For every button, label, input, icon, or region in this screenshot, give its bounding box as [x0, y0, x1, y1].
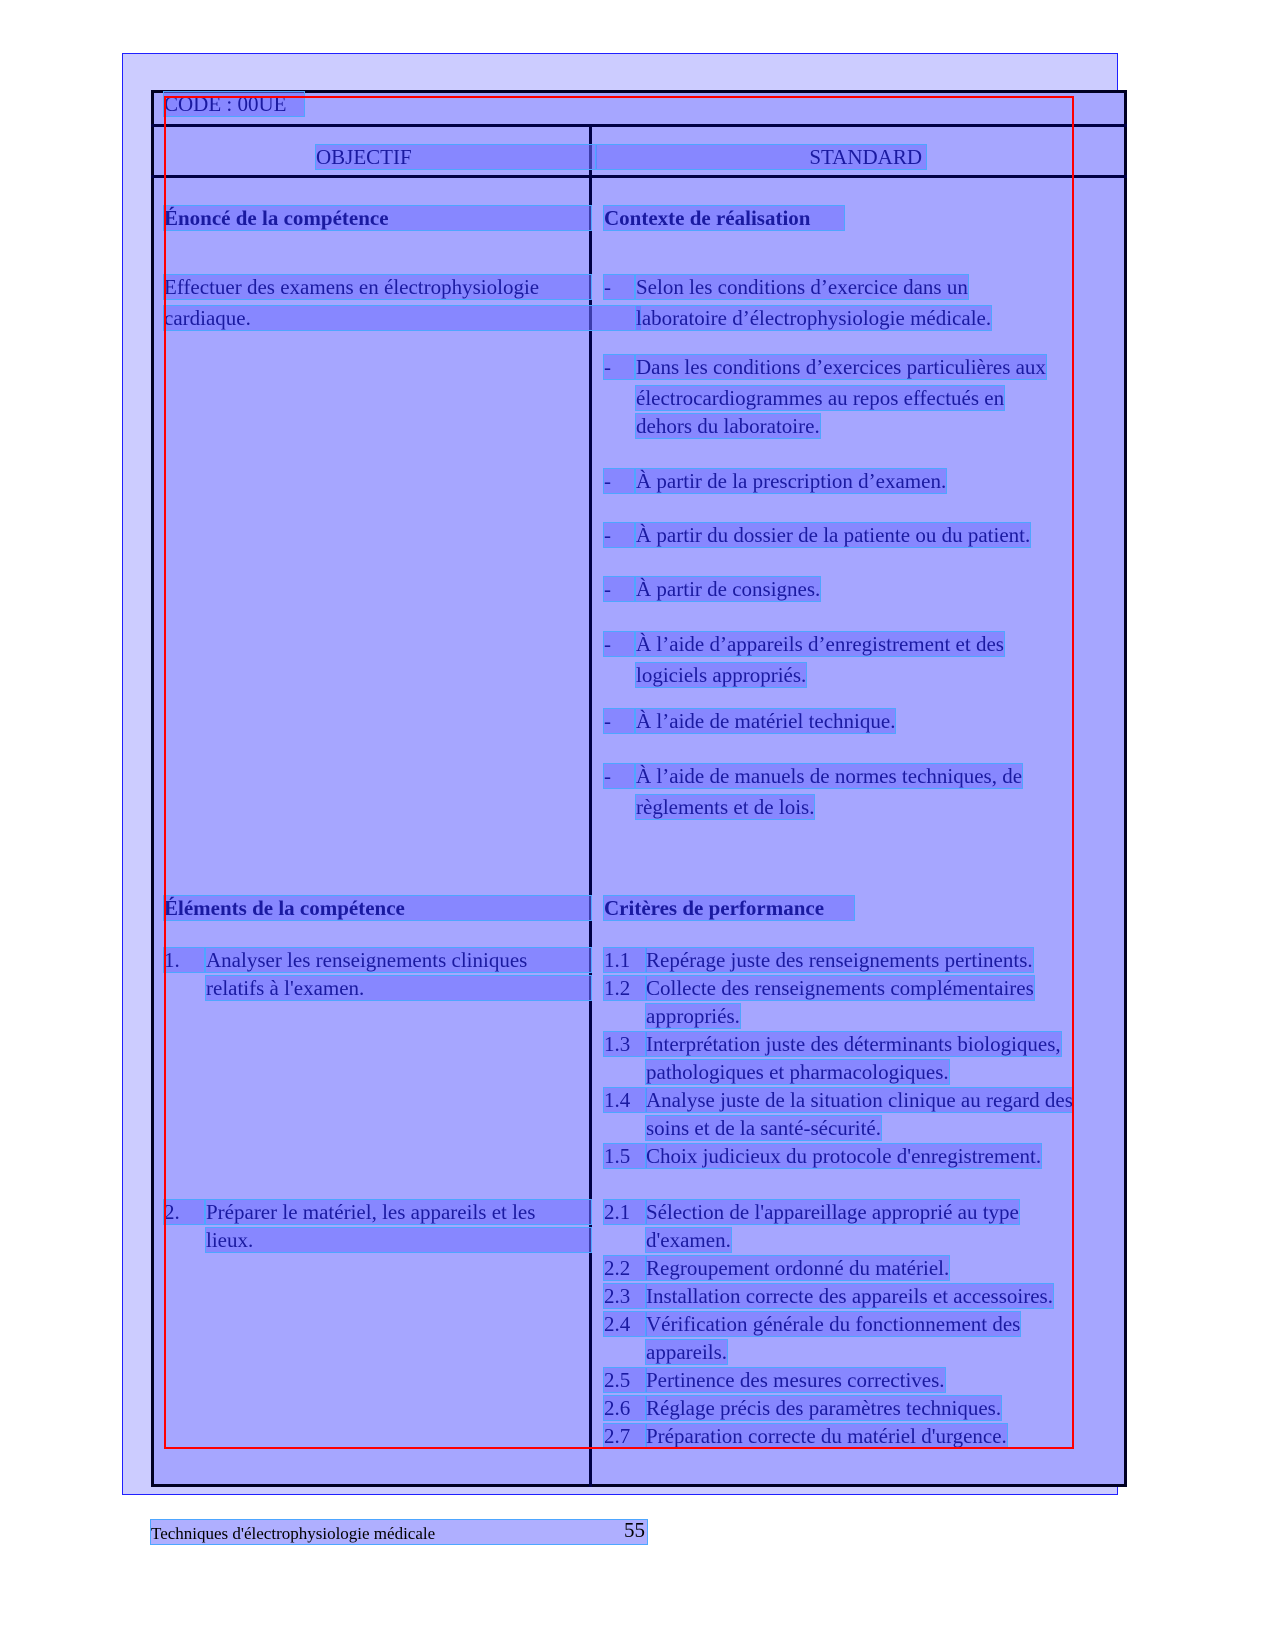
critere-line: d'examen. [646, 1228, 731, 1252]
element-line: Analyser les renseignements cliniques [206, 948, 591, 972]
contexte-item-line: dehors du laboratoire. [636, 414, 820, 438]
header-divider [151, 124, 1127, 127]
critere-line: Installation correcte des appareils et accessoires. [646, 1284, 1053, 1308]
critere-number: 2.5 [604, 1368, 646, 1392]
critere-number: 2.2 [604, 1256, 646, 1280]
enonce-line-2: cardiaque. [164, 306, 640, 330]
enonce-line-1: Effectuer des examens en électrophysiologie [164, 275, 591, 299]
code-label: CODE : 00UE [164, 92, 304, 116]
contexte-bullet: - [604, 709, 634, 733]
critere-number: 2.3 [604, 1284, 646, 1308]
critere-line: Pertinence des mesures correctives. [646, 1368, 945, 1392]
element-number: 1. [164, 948, 204, 972]
critere-line: Sélection de l'appareillage approprié au type [646, 1200, 1019, 1224]
contexte-item-line: Dans les conditions d’exercices particulières aux [636, 355, 1046, 379]
elements-title: Éléments de la compétence [164, 896, 591, 920]
contexte-item-line: Selon les conditions d’exercice dans un [636, 275, 968, 299]
contexte-bullet: - [604, 469, 634, 493]
critere-number: 1.2 [604, 976, 646, 1000]
contexte-bullet: - [604, 355, 634, 379]
standard-header: STANDARD [596, 145, 926, 169]
contexte-bullet: - [604, 632, 634, 656]
contexte-item-line: électrocardiogrammes au repos effectués en [636, 386, 1005, 410]
contexte-item-line: À l’aide d’appareils d’enregistrement et des [636, 632, 1004, 656]
contexte-item-line: laboratoire d’électrophysiologie médicale. [636, 306, 992, 330]
objectif-header: OBJECTIF [316, 145, 596, 169]
critere-line: Collecte des renseignements complémentaires [646, 976, 1034, 1000]
critere-number: 1.1 [604, 948, 646, 972]
footer-text: Techniques d'électrophysiologie médicale [151, 1524, 436, 1543]
critere-number: 2.1 [604, 1200, 646, 1224]
contexte-item-line: À partir du dossier de la patiente ou du patient. [636, 523, 1031, 547]
critere-line: Regroupement ordonné du matériel. [646, 1256, 950, 1280]
critere-number: 1.5 [604, 1144, 646, 1168]
critere-line: Vérification générale du fonctionnement des [646, 1312, 1021, 1336]
contexte-bullet: - [604, 523, 634, 547]
contexte-item-line: À partir de consignes. [636, 577, 821, 601]
critere-line: appropriés. [646, 1004, 740, 1028]
critere-number: 2.4 [604, 1312, 646, 1336]
critere-line: Réglage précis des paramètres techniques. [646, 1396, 1002, 1420]
enonce-title: Énoncé de la compétence [164, 206, 591, 230]
criteres-title: Critères de performance [604, 896, 854, 920]
contexte-item-line: logiciels appropriés. [636, 663, 807, 687]
contexte-bullet: - [604, 577, 634, 601]
contexte-bullet: - [604, 764, 634, 788]
element-line: Préparer le matériel, les appareils et les [206, 1200, 591, 1224]
critere-line: Choix judicieux du protocole d'enregistrement. [646, 1144, 1042, 1168]
critere-number: 1.3 [604, 1032, 646, 1056]
element-line: relatifs à l'examen. [206, 976, 591, 1000]
critere-number: 1.4 [604, 1088, 646, 1112]
critere-line: Analyse juste de la situation clinique au regard des [646, 1088, 1073, 1112]
contexte-item-line: À partir de la prescription d’examen. [636, 469, 947, 493]
page-number: 55 [624, 1518, 645, 1542]
column-header-divider [151, 175, 1127, 178]
contexte-item-line: À l’aide de manuels de normes techniques, de [636, 764, 1023, 788]
critere-line: Interprétation juste des déterminants biologiques, [646, 1032, 1061, 1056]
contexte-title: Contexte de réalisation [604, 206, 844, 230]
element-line: lieux. [206, 1228, 591, 1252]
critere-number: 2.6 [604, 1396, 646, 1420]
critere-number: 2.7 [604, 1424, 646, 1448]
element-number: 2. [164, 1200, 204, 1224]
contexte-item-line: À l’aide de matériel technique. [636, 709, 896, 733]
critere-line: pathologiques et pharmacologiques. [646, 1060, 949, 1084]
contexte-item-line: règlements et de lois. [636, 795, 815, 819]
critere-line: appareils. [646, 1340, 728, 1364]
critere-line: Préparation correcte du matériel d'urgence. [646, 1424, 1007, 1448]
critere-line: soins et de la santé-sécurité. [646, 1116, 881, 1140]
critere-line: Repérage juste des renseignements pertinents. [646, 948, 1033, 972]
contexte-bullet: - [604, 275, 634, 299]
